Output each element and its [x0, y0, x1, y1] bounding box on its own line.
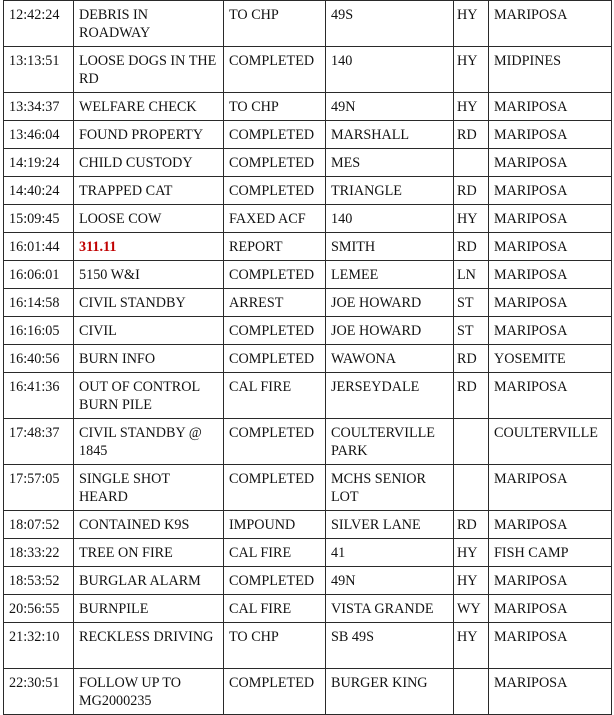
call-time-cell: 18:07:52: [4, 511, 74, 539]
street-suffix-cell: HY: [454, 205, 489, 233]
disposition-cell: COMPLETED: [224, 419, 326, 465]
call-type-cell: BURNPILE: [74, 595, 224, 623]
call-type-cell: BURGLAR ALARM: [74, 567, 224, 595]
disposition-cell: CAL FIRE: [224, 595, 326, 623]
table-row: [4, 177, 612, 205]
city-cell: YOSEMITE: [489, 345, 612, 373]
call-log-body: [4, 1, 612, 715]
street-suffix-cell: WY: [454, 595, 489, 623]
disposition-cell: FAXED ACF: [224, 205, 326, 233]
call-type-cell: BURN INFO: [74, 345, 224, 373]
table-row: [4, 1, 612, 47]
city-cell: MIDPINES: [489, 47, 612, 93]
street-cell: 49S: [326, 1, 454, 47]
table-row: [4, 595, 612, 623]
city-cell: MARIPOSA: [489, 465, 612, 511]
table-row: [4, 261, 612, 289]
table-row: [4, 511, 612, 539]
street-cell: TRIANGLE: [326, 177, 454, 205]
table-row: [4, 567, 612, 595]
disposition-cell: TO CHP: [224, 623, 326, 669]
call-time-cell: 20:56:55: [4, 595, 74, 623]
street-cell: COULTERVILLE PARK: [326, 419, 454, 465]
table-row: [4, 149, 612, 177]
city-cell: MARIPOSA: [489, 205, 612, 233]
call-time-cell: 16:40:56: [4, 345, 74, 373]
call-type-cell: CIVIL STANDBY @ 1845: [74, 419, 224, 465]
city-cell: MARIPOSA: [489, 149, 612, 177]
call-time-cell: 13:46:04: [4, 121, 74, 149]
disposition-cell: COMPLETED: [224, 317, 326, 345]
street-cell: 49N: [326, 93, 454, 121]
street-cell: 140: [326, 47, 454, 93]
disposition-cell: COMPLETED: [224, 121, 326, 149]
street-suffix-cell: [454, 419, 489, 465]
street-suffix-cell: RD: [454, 177, 489, 205]
street-suffix-cell: HY: [454, 567, 489, 595]
call-time-cell: 21:32:10: [4, 623, 74, 669]
table-row: [4, 205, 612, 233]
table-row: [4, 121, 612, 149]
call-type-cell: CIVIL: [74, 317, 224, 345]
street-cell: WAWONA: [326, 345, 454, 373]
street-cell: 140: [326, 205, 454, 233]
call-time-cell: 16:14:58: [4, 289, 74, 317]
street-cell: MES: [326, 149, 454, 177]
street-cell: JOE HOWARD: [326, 289, 454, 317]
call-type-cell: 5150 W&I: [74, 261, 224, 289]
call-time-cell: 13:34:37: [4, 93, 74, 121]
call-type-cell: FOUND PROPERTY: [74, 121, 224, 149]
street-cell: MCHS SENIOR LOT: [326, 465, 454, 511]
street-suffix-cell: HY: [454, 93, 489, 121]
disposition-cell: COMPLETED: [224, 345, 326, 373]
disposition-cell: COMPLETED: [224, 669, 326, 715]
street-suffix-cell: HY: [454, 47, 489, 93]
call-type-cell: 311.11: [74, 233, 224, 261]
call-type-cell: TREE ON FIRE: [74, 539, 224, 567]
street-suffix-cell: RD: [454, 511, 489, 539]
table-row: [4, 419, 612, 465]
call-time-cell: 16:16:05: [4, 317, 74, 345]
table-row: [4, 669, 612, 715]
call-type-cell: OUT OF CONTROL BURN PILE: [74, 373, 224, 419]
city-cell: MARIPOSA: [489, 373, 612, 419]
street-cell: JERSEYDALE: [326, 373, 454, 419]
street-cell: 41: [326, 539, 454, 567]
call-time-cell: 18:53:52: [4, 567, 74, 595]
disposition-cell: COMPLETED: [224, 465, 326, 511]
disposition-cell: COMPLETED: [224, 261, 326, 289]
call-time-cell: 16:06:01: [4, 261, 74, 289]
call-time-cell: 15:09:45: [4, 205, 74, 233]
disposition-cell: CAL FIRE: [224, 373, 326, 419]
call-time-cell: 14:19:24: [4, 149, 74, 177]
disposition-cell: REPORT: [224, 233, 326, 261]
call-type-cell: CIVIL STANDBY: [74, 289, 224, 317]
city-cell: COULTERVILLE: [489, 419, 612, 465]
disposition-cell: COMPLETED: [224, 567, 326, 595]
table-row: [4, 373, 612, 419]
street-suffix-cell: RD: [454, 373, 489, 419]
city-cell: MARIPOSA: [489, 233, 612, 261]
call-type-cell: LOOSE DOGS IN THE RD: [74, 47, 224, 93]
call-type-cell: FOLLOW UP TO MG2000235: [74, 669, 224, 715]
call-time-cell: 16:01:44: [4, 233, 74, 261]
disposition-cell: CAL FIRE: [224, 539, 326, 567]
street-suffix-cell: LN: [454, 261, 489, 289]
disposition-cell: ARREST: [224, 289, 326, 317]
street-suffix-cell: RD: [454, 345, 489, 373]
street-suffix-cell: [454, 669, 489, 715]
call-time-cell: 14:40:24: [4, 177, 74, 205]
street-cell: SILVER LANE: [326, 511, 454, 539]
call-type-cell: WELFARE CHECK: [74, 93, 224, 121]
table-row: [4, 93, 612, 121]
street-suffix-cell: HY: [454, 623, 489, 669]
city-cell: FISH CAMP: [489, 539, 612, 567]
street-suffix-cell: [454, 149, 489, 177]
disposition-cell: COMPLETED: [224, 149, 326, 177]
street-suffix-cell: ST: [454, 289, 489, 317]
city-cell: MARIPOSA: [489, 669, 612, 715]
city-cell: MARIPOSA: [489, 93, 612, 121]
street-cell: SB 49S: [326, 623, 454, 669]
call-type-cell: DEBRIS IN ROADWAY: [74, 1, 224, 47]
street-cell: 49N: [326, 567, 454, 595]
city-cell: MARIPOSA: [489, 511, 612, 539]
call-time-cell: 22:30:51: [4, 669, 74, 715]
table-row: [4, 623, 612, 669]
table-row: [4, 345, 612, 373]
street-cell: VISTA GRANDE: [326, 595, 454, 623]
table-row: [4, 317, 612, 345]
street-suffix-cell: HY: [454, 1, 489, 47]
call-log-table: [3, 0, 612, 715]
call-type-cell: RECKLESS DRIVING: [74, 623, 224, 669]
call-type-cell: TRAPPED CAT: [74, 177, 224, 205]
table-row: [4, 539, 612, 567]
city-cell: MARIPOSA: [489, 567, 612, 595]
table-row: [4, 233, 612, 261]
table-row: [4, 465, 612, 511]
street-cell: BURGER KING: [326, 669, 454, 715]
street-cell: SMITH: [326, 233, 454, 261]
call-time-cell: 13:13:51: [4, 47, 74, 93]
call-time-cell: 17:48:37: [4, 419, 74, 465]
city-cell: MARIPOSA: [489, 177, 612, 205]
disposition-cell: TO CHP: [224, 1, 326, 47]
street-suffix-cell: RD: [454, 121, 489, 149]
call-type-cell: SINGLE SHOT HEARD: [74, 465, 224, 511]
table-row: [4, 47, 612, 93]
call-time-cell: 18:33:22: [4, 539, 74, 567]
street-cell: MARSHALL: [326, 121, 454, 149]
street-suffix-cell: [454, 465, 489, 511]
city-cell: MARIPOSA: [489, 623, 612, 669]
city-cell: MARIPOSA: [489, 289, 612, 317]
city-cell: MARIPOSA: [489, 1, 612, 47]
city-cell: MARIPOSA: [489, 317, 612, 345]
city-cell: MARIPOSA: [489, 595, 612, 623]
disposition-cell: COMPLETED: [224, 47, 326, 93]
call-time-cell: 16:41:36: [4, 373, 74, 419]
disposition-cell: IMPOUND: [224, 511, 326, 539]
city-cell: MARIPOSA: [489, 261, 612, 289]
street-cell: JOE HOWARD: [326, 317, 454, 345]
table-row: [4, 289, 612, 317]
street-cell: LEMEE: [326, 261, 454, 289]
street-suffix-cell: HY: [454, 539, 489, 567]
city-cell: MARIPOSA: [489, 121, 612, 149]
disposition-cell: COMPLETED: [224, 177, 326, 205]
call-time-cell: 12:42:24: [4, 1, 74, 47]
street-suffix-cell: ST: [454, 317, 489, 345]
disposition-cell: TO CHP: [224, 93, 326, 121]
street-suffix-cell: RD: [454, 233, 489, 261]
call-type-cell: LOOSE COW: [74, 205, 224, 233]
call-type-cell: CHILD CUSTODY: [74, 149, 224, 177]
call-type-cell: CONTAINED K9S: [74, 511, 224, 539]
call-time-cell: 17:57:05: [4, 465, 74, 511]
